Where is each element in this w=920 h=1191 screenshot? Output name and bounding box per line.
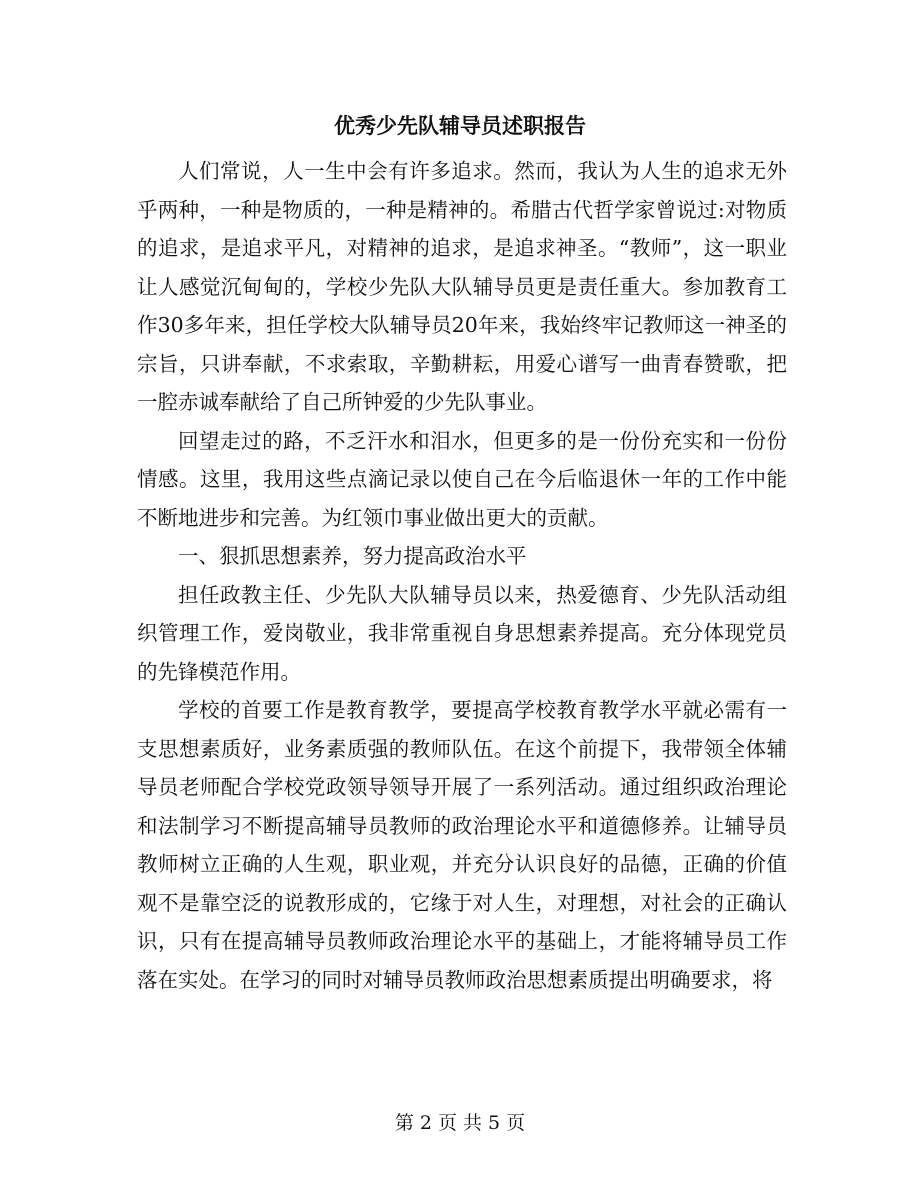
section-heading: 一、狠抓思想素养，努力提高政治水平 [178, 544, 527, 568]
document-body [137, 152, 787, 999]
page-number: 第 2 页 共 5 页 [394, 1112, 526, 1134]
paragraph-intro: 人们常说，人一生中会有许多追求。然而，我认为人生的追求无外乎两种，一种是物质的，一种是精神的。希腊古代哲学家曾说过:对物质的追求，是追求平凡，对精神的追求，是追求神圣。“教师”，这一职业让人感觉沉甸甸的，学校少先队大队辅导员更是责任重大。参加教育工作30多年来，担任学校大队辅导员20年来，我始终牢记教师这一神圣的宗旨，只讲奉献，不求索取，辛勤耕耘，用爱心谱写一曲青春赞歌，把一腔赤诚奉献给了自己所钟爱的少先队事业。 [137, 159, 787, 414]
paragraph-political: 担任政教主任、少先队大队辅导员以来，热爱德育、少先队活动组织管理工作，爱岗敬业，我非常重视自身思想素养提高。充分体现党员的先锋模范作用。 [137, 582, 787, 684]
paragraph-teaching: 学校的首要工作是教育教学，要提高学校教育教学水平就必需有一支思想素质好，业务素质强的教师队伍。在这个前提下，我带领全体辅导员老师配合学校党政领导领导开展了一系列活动。通过组织政治理论和法制学习不断提高辅导员教师的政治理论水平和道德修养。让辅导员教师树立正确的人生观，职业观，并充分认识良好的品德，正确的价值观不是靠空泛的说教形成的，它缘于对人生，对理想，对社会的正确认识，只有在提高辅导员教师政治理论水平的基础上，才能将辅导员工作落在实处。在学习的同时对辅导员教师政治思想素质提出明确要求，将 [137, 698, 787, 992]
paragraph-review: 回望走过的路，不乏汗水和泪水，但更多的是一份份充实和一份份情感。这里，我用这些点滴记录以使自己在今后临退休一年的工作中能不断地进步和完善。为红领巾事业做出更大的贡献。 [137, 428, 787, 530]
document-title: 优秀少先队辅导员述职报告 [334, 113, 586, 138]
